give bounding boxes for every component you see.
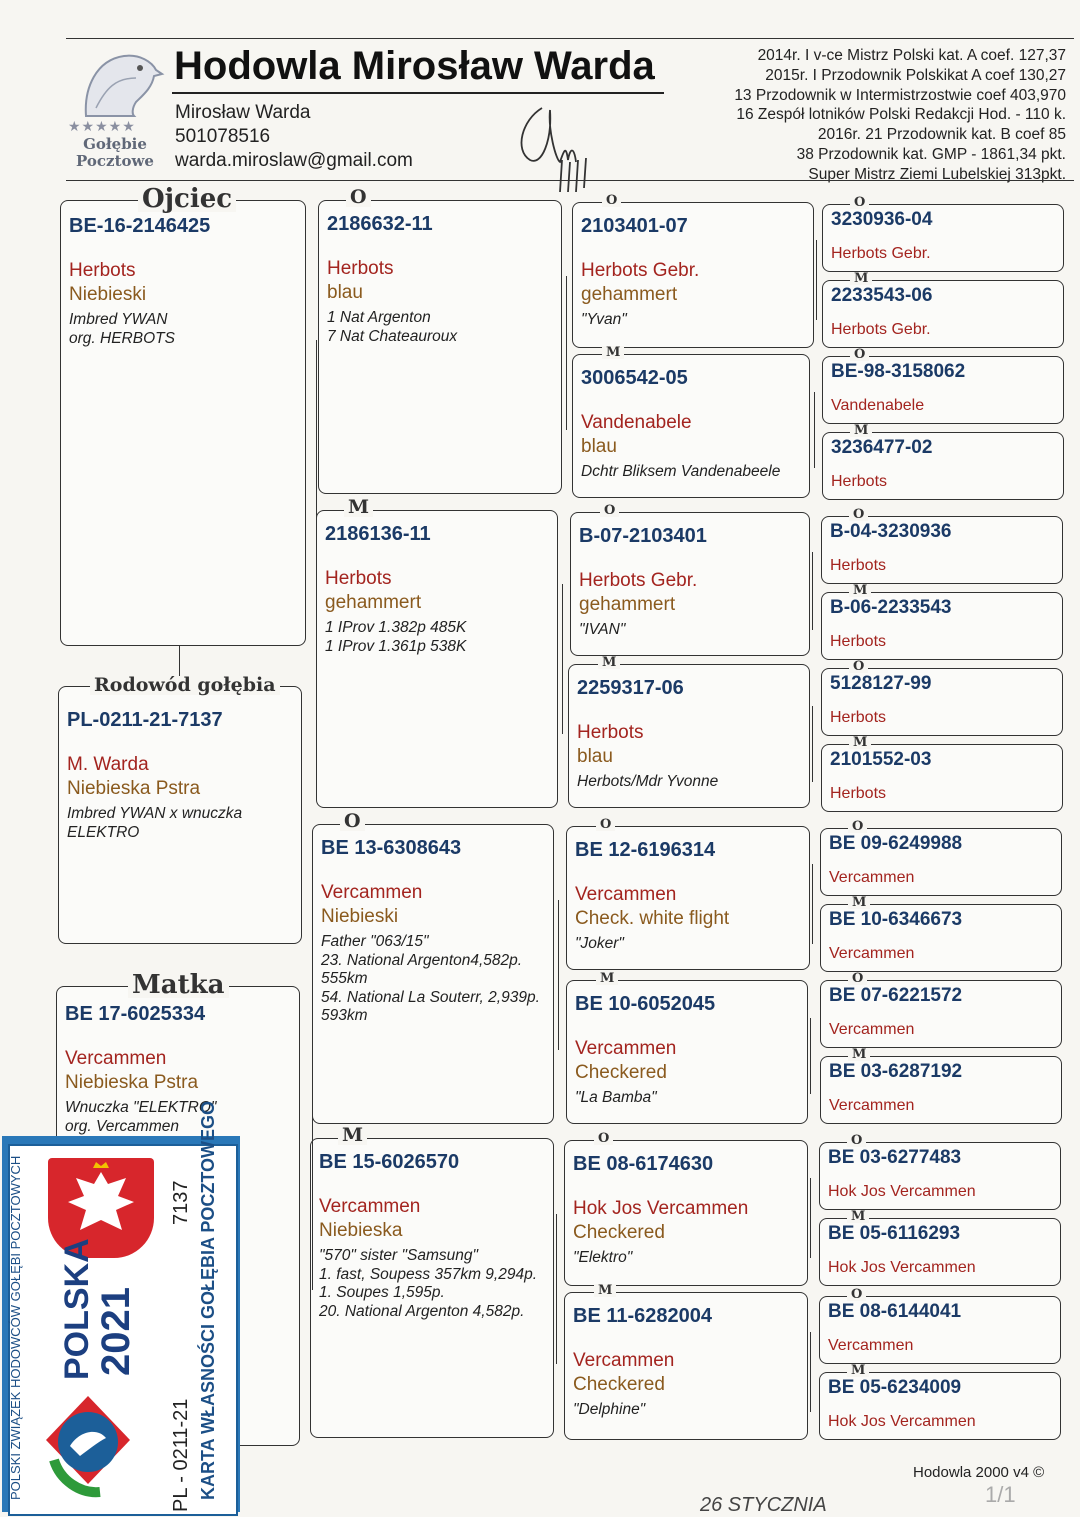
father-box xyxy=(60,200,306,646)
gen3-box-breeder: Vercammen xyxy=(575,1038,677,1059)
gen2-box xyxy=(318,200,562,494)
owner-name: Mirosław Warda xyxy=(175,102,311,123)
gen3-box-breeder: Vercammen xyxy=(575,884,677,905)
stamp-org-text: POLSKI ZWIĄZEK HODOWCÓW GOŁĘBI POCZTOWYCH xyxy=(8,1155,23,1500)
sire-marker: O xyxy=(346,188,371,207)
dam-marker: M xyxy=(847,1364,869,1377)
dam-marker: M xyxy=(596,972,618,985)
gen4-box-breeder: Herbots Gebr. xyxy=(831,245,931,262)
club-logo xyxy=(66,48,166,173)
father-ring: BE-16-2146425 xyxy=(69,215,211,237)
sire-marker: O xyxy=(594,1132,613,1145)
pigeon-breeder: M. Warda xyxy=(67,754,149,775)
gen3-box xyxy=(566,826,810,970)
pigeon-ring: PL-0211-21-7137 xyxy=(67,709,223,731)
gen4-box-breeder: Herbots xyxy=(831,473,888,490)
pigeon-color: Niebieska Pstra xyxy=(67,778,201,799)
gen4-box-breeder: Vercammen xyxy=(829,945,915,962)
gen3-box-note: "Delphine" xyxy=(573,1401,646,1418)
gen4-box-ring: 3236477-02 xyxy=(831,437,933,458)
connector-line xyxy=(816,240,817,320)
gen2-box-breeder: Vercammen xyxy=(321,882,423,903)
father-breeder: Herbots xyxy=(69,260,136,281)
achievement-line: 13 Przodownik w Intermistrzostwie coef 403,970 xyxy=(734,86,1066,104)
sire-marker: O xyxy=(596,818,615,831)
sire-marker: O xyxy=(849,660,868,673)
dam-marker: M xyxy=(848,896,870,909)
gen3-box-color: blau xyxy=(581,436,617,457)
stamp-number: 7137 xyxy=(170,1180,192,1225)
dam-marker: M xyxy=(850,424,872,437)
sire-marker: O xyxy=(340,812,365,831)
gen4-box-breeder: Herbots xyxy=(830,557,887,574)
dam-marker: M xyxy=(850,272,872,285)
gen2-box-ring: 2186136-11 xyxy=(325,523,431,545)
gen4-box-breeder: Hok Jos Vercammen xyxy=(828,1413,976,1430)
gen2-box-color: gehammert xyxy=(325,592,422,613)
mother-ring: BE 17-6025334 xyxy=(65,1003,206,1025)
gen2-box xyxy=(312,824,554,1124)
gen2-box-color: Niebieska xyxy=(319,1220,403,1241)
gen3-box xyxy=(572,202,814,348)
achievement-line: 38 Przodownik kat. GMP - 1861,34 pkt. xyxy=(796,145,1066,163)
gen3-box-breeder: Herbots Gebr. xyxy=(581,260,700,281)
owner-phone: 501078516 xyxy=(175,126,271,147)
gen4-box-breeder: Herbots xyxy=(830,633,887,650)
gen4-box-ring: BE 10-6346673 xyxy=(829,909,963,930)
dam-marker: M xyxy=(338,1126,367,1145)
pigeon-label: Rodowód gołębia xyxy=(90,676,280,695)
gen4-box xyxy=(821,516,1063,584)
mother-label: Matka xyxy=(128,972,229,998)
gen4-box-ring: B-04-3230936 xyxy=(830,521,952,542)
gen3-box-ring: BE 11-6282004 xyxy=(573,1305,713,1327)
header-rule xyxy=(66,180,1074,181)
top-rule xyxy=(66,38,1074,39)
achievements-list xyxy=(656,46,1066,185)
gen3-box-note: "Yvan" xyxy=(581,311,627,328)
gen3-box-breeder: Herbots xyxy=(577,722,644,743)
gen3-box-note: "Joker" xyxy=(575,935,624,952)
achievement-line: 16 Zespół lotników Polski Redakcji Hod. - 110 k. xyxy=(736,106,1066,124)
sire-marker: O xyxy=(848,820,867,833)
gen4-box-ring: BE 03-6277483 xyxy=(828,1147,962,1168)
gen2-box-breeder: Vercammen xyxy=(319,1196,421,1217)
stamp-country: POLSKA xyxy=(58,1238,96,1380)
gen4-box-breeder: Vercammen xyxy=(828,1337,914,1354)
footer-page-number: 1/1 xyxy=(985,1482,1016,1507)
connector-line xyxy=(312,970,313,1290)
sire-marker: O xyxy=(850,196,869,209)
gen3-box-ring: BE 08-6174630 xyxy=(573,1153,714,1175)
connector-line xyxy=(316,340,317,640)
father-label: Ojciec xyxy=(138,186,236,212)
gen4-box-breeder: Vercammen xyxy=(829,1021,915,1038)
gen4-box-ring: BE 09-6249988 xyxy=(829,833,963,854)
gen4-box xyxy=(820,828,1062,896)
gen2-box xyxy=(316,510,558,808)
stamp-card-text: KARTA WŁASNOŚCI GOŁĘBIA POCZTOWEGO xyxy=(198,1101,218,1500)
gen2-box-note: "570" sister "Samsung" 1. fast, Soupess 357km 9,294p. 1. Soupes 1,595p. 20. National Argenton 4,582p. xyxy=(319,1247,537,1320)
logo-line-1: Gołębie xyxy=(83,135,147,153)
gen3-box-color: Check. white flight xyxy=(575,908,730,929)
gen3-box-ring: 3006542-05 xyxy=(581,367,688,389)
sire-marker: O xyxy=(850,348,869,361)
gen4-box-breeder: Herbots xyxy=(830,785,887,802)
sire-marker: O xyxy=(848,972,867,985)
gen4-box-breeder: Herbots xyxy=(830,709,887,726)
gen4-box-ring: 2101552-03 xyxy=(830,749,932,770)
stamp-year: 2021 xyxy=(94,1287,138,1376)
gen3-box-note: "La Bamba" xyxy=(575,1089,657,1106)
connector-line xyxy=(562,584,563,734)
gen2-box-ring: 2186632-11 xyxy=(327,213,433,235)
gen3-box xyxy=(568,664,810,808)
gen4-box xyxy=(819,1218,1061,1286)
dam-marker: M xyxy=(849,584,871,597)
father-color: Niebieski xyxy=(69,284,147,305)
father-note: Imbred YWAN org. HERBOTS xyxy=(69,311,175,347)
gen3-box-color: Checkered xyxy=(573,1374,665,1395)
gen4-box-ring: B-06-2233543 xyxy=(830,597,952,618)
gen4-box-ring: BE 08-6144041 xyxy=(828,1301,962,1322)
sire-marker: O xyxy=(847,1134,866,1147)
gen2-box-note: 1 Nat Argenton 7 Nat Chateauroux xyxy=(327,309,458,345)
connector-line xyxy=(556,1214,557,1364)
gen4-box-ring: BE 05-6116293 xyxy=(828,1223,961,1244)
gen3-box-ring: 2103401-07 xyxy=(581,215,688,237)
gen4-box-breeder: Vandenabele xyxy=(831,397,925,414)
gen2-box-ring: BE 15-6026570 xyxy=(319,1151,460,1173)
gen4-box xyxy=(821,744,1063,812)
gen2-box-note: 1 IProv 1.382p 485K 1 IProv 1.361p 538K xyxy=(325,619,467,655)
gen3-box-color: Checkered xyxy=(575,1062,667,1083)
logo-text xyxy=(66,136,164,170)
gen4-box-ring: BE 07-6221572 xyxy=(829,985,963,1006)
connector-line xyxy=(558,900,559,1050)
sire-marker: O xyxy=(600,504,619,517)
gen4-box xyxy=(821,592,1063,660)
pzhgp-logo-icon xyxy=(40,1390,136,1500)
dam-marker: M xyxy=(848,1048,870,1061)
gen4-box xyxy=(819,1142,1061,1210)
title-underline xyxy=(172,92,664,94)
gen3-box-ring: BE 10-6052045 xyxy=(575,993,716,1015)
connector-line xyxy=(810,1018,811,1094)
logo-stars: ★★★★★ xyxy=(68,118,136,134)
gen2-box-note: Father "063/15" 23. National Argenton4,582p. 555km 54. National La Souterr, 2,939p. 593km xyxy=(321,933,540,1024)
gen3-box-breeder: Vercammen xyxy=(573,1350,675,1371)
gen4-box-breeder: Hok Jos Vercammen xyxy=(828,1259,976,1276)
achievement-line: 2015r. I Przodownik Polskikat A coef 130,27 xyxy=(765,66,1066,84)
achievement-line: 2014r. I v-ce Mistrz Polski kat. A coef. 127,37 xyxy=(757,47,1066,64)
achievement-line: 2016r. 21 Przodownik kat. B coef 85 xyxy=(817,126,1066,144)
gen3-box-note: Dchtr Bliksem Vandenabeele xyxy=(581,463,781,480)
gen3-box xyxy=(570,512,810,656)
gen4-box xyxy=(820,1056,1062,1124)
gen4-box-ring: BE 03-6287192 xyxy=(829,1061,963,1082)
gen4-box xyxy=(821,668,1063,736)
owner-email: warda.miroslaw@gmail.com xyxy=(175,150,413,171)
gen3-box-color: gehammert xyxy=(581,284,678,305)
gen3-box-ring: 2259317-06 xyxy=(577,677,684,699)
gen3-box-color: blau xyxy=(577,746,613,767)
connector-line xyxy=(566,276,567,430)
gen4-box xyxy=(819,1296,1061,1364)
gen3-box-breeder: Vandenabele xyxy=(581,412,692,433)
gen4-box-breeder: Vercammen xyxy=(829,869,915,886)
gen3-box xyxy=(566,980,808,1124)
pigeon-box xyxy=(58,686,302,944)
gen4-box-breeder: Herbots Gebr. xyxy=(831,321,931,338)
gen4-box xyxy=(819,1372,1061,1440)
mother-color: Niebieska Pstra xyxy=(65,1072,199,1093)
connector-line xyxy=(810,1178,811,1258)
gen4-box-breeder: Hok Jos Vercammen xyxy=(828,1183,976,1200)
gen3-box-ring: B-07-2103401 xyxy=(579,525,707,547)
gen3-box xyxy=(572,354,810,498)
gen3-box-color: Checkered xyxy=(573,1222,665,1243)
gen4-box xyxy=(822,204,1064,272)
gen4-box-ring: BE-98-3158062 xyxy=(831,361,966,382)
gen4-box-ring: 2233543-06 xyxy=(831,285,933,306)
gen4-box-ring: 3230936-04 xyxy=(831,209,933,230)
gen3-box-note: "Elektro" xyxy=(573,1249,633,1266)
gen4-box xyxy=(822,280,1064,348)
gen4-box xyxy=(820,980,1062,1048)
gen3-box-note: "IVAN" xyxy=(579,621,626,638)
dam-marker: M xyxy=(849,736,871,749)
connector-line xyxy=(812,706,813,782)
connector-line xyxy=(812,864,813,944)
dam-marker: M xyxy=(594,1284,616,1297)
pigeon-note: Imbred YWAN x wnuczka ELEKTRO xyxy=(67,805,243,841)
pigeon-head-icon xyxy=(66,48,166,118)
footer-app-name: Hodowla 2000 v4 © xyxy=(913,1464,1045,1481)
footer-handwriting: 26 STYCZNIA xyxy=(700,1494,827,1516)
gen2-box-breeder: Herbots xyxy=(325,568,392,589)
gen4-box xyxy=(820,904,1062,972)
gen4-box xyxy=(822,356,1064,424)
sire-marker: O xyxy=(602,194,621,207)
gen3-box-color: gehammert xyxy=(579,594,676,615)
connector-line xyxy=(812,552,813,630)
mother-breeder: Vercammen xyxy=(65,1048,167,1069)
gen4-box-breeder: Vercammen xyxy=(829,1097,915,1114)
gen2-box xyxy=(310,1138,554,1438)
dam-marker: M xyxy=(598,656,620,669)
gen2-box-color: Niebieski xyxy=(321,906,399,927)
connector-line xyxy=(814,392,815,468)
dam-marker: M xyxy=(602,346,624,359)
gen2-box-color: blau xyxy=(327,282,363,303)
logo-line-2: Pocztowe xyxy=(76,152,154,170)
stamp-prefix: PL - 0211-21 xyxy=(170,1398,192,1512)
sire-marker: O xyxy=(847,1288,866,1301)
gen4-box-ring: 5128127-99 xyxy=(830,673,932,694)
page-title: Hodowla Mirosław Warda xyxy=(174,44,655,88)
achievement-line: Super Mistrz Ziemi Lubelskiej 313pkt. xyxy=(808,165,1066,183)
gen4-box-ring: BE 05-6234009 xyxy=(828,1377,962,1398)
sire-marker: O xyxy=(849,508,868,521)
gen3-box-breeder: Herbots Gebr. xyxy=(579,570,698,591)
dam-marker: M xyxy=(344,498,373,517)
dam-marker: M xyxy=(847,1210,869,1223)
gen3-box-ring: BE 12-6196314 xyxy=(575,839,716,861)
connector-line xyxy=(810,1332,811,1412)
gen3-box xyxy=(564,1292,808,1440)
gen2-box-breeder: Herbots xyxy=(327,258,394,279)
mother-note: Wnuczka "ELEKTRO" org. Vercammen xyxy=(65,1099,217,1135)
gen2-box-ring: BE 13-6308643 xyxy=(321,837,462,859)
gen3-box-note: Herbots/Mdr Yvonne xyxy=(577,773,719,790)
gen4-box xyxy=(822,432,1064,500)
gen3-box xyxy=(564,1140,808,1286)
gen3-box-breeder: Hok Jos Vercammen xyxy=(573,1198,749,1219)
